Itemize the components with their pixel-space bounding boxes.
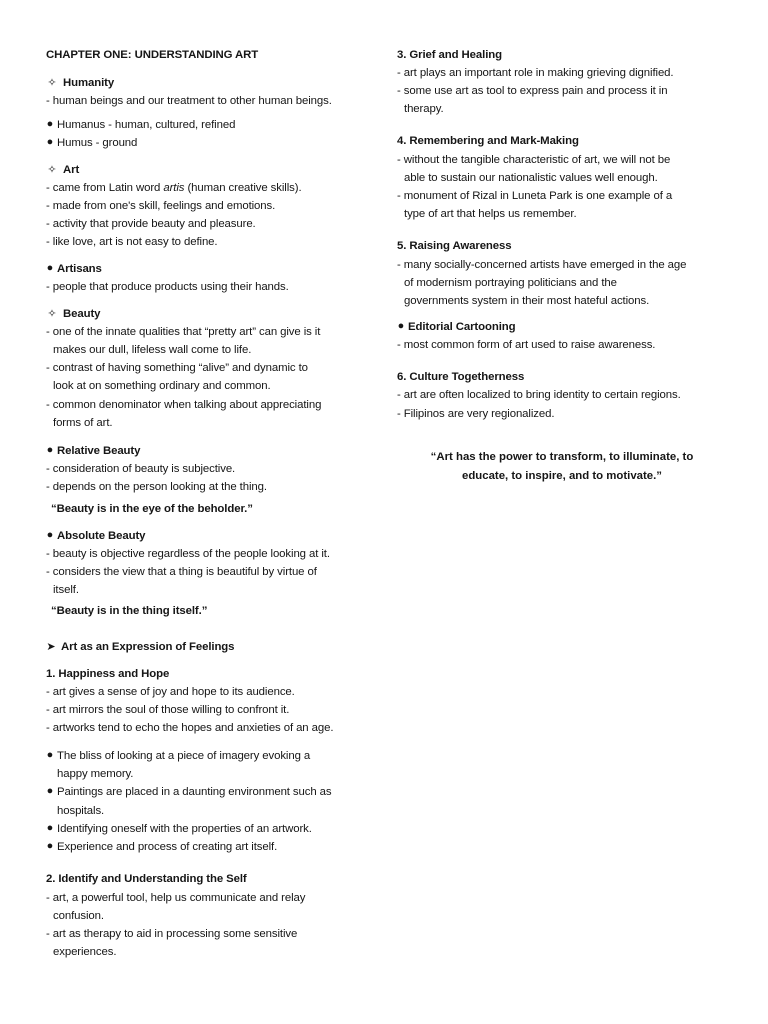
art-line-2: - made from one's skill, feelings and emotions.: [46, 200, 276, 212]
grief-heading: 3. Grief and Healing: [397, 49, 502, 61]
relative-beauty-line-1: - consideration of beauty is subjective.: [46, 463, 236, 475]
happiness-bullet-3: Identifying oneself with the properties of an artwork.: [57, 823, 312, 835]
page-title: CHAPTER ONE: UNDERSTANDING ART: [46, 49, 259, 61]
happiness-bullet-2-cont: hospitals.: [57, 805, 105, 817]
bullet-dot-icon: ●: [46, 118, 54, 130]
relative-beauty-heading: Relative Beauty: [57, 445, 141, 457]
grief-line-2: - some use art as tool to express pain and process it in: [397, 85, 668, 97]
absolute-beauty-line-3: itself.: [53, 584, 79, 596]
awareness-line-3: governments system in their most hateful actions.: [404, 295, 650, 307]
remembering-line-2: able to sustain our nationalistic values well enough.: [404, 172, 658, 184]
bullet-dot-icon: ●: [46, 840, 54, 852]
absolute-beauty-line-2: - considers the view that a thing is beautiful by virtue of: [46, 566, 317, 578]
identify-line-4: experiences.: [53, 946, 117, 958]
identify-line-2: confusion.: [53, 910, 104, 922]
happiness-bullet-1: The bliss of looking at a piece of imagery evoking a: [57, 750, 311, 762]
four-pointed-star-icon: ✧: [47, 77, 57, 89]
awareness-heading: 5. Raising Awareness: [397, 240, 512, 252]
arrowhead-icon: ➤: [46, 641, 56, 653]
humanity-bullet-1: Humanus - human, cultured, refined: [57, 119, 236, 131]
bullet-dot-icon: ●: [46, 136, 54, 148]
absolute-beauty-quote: “Beauty is in the thing itself.”: [51, 605, 208, 617]
absolute-beauty-heading: Absolute Beauty: [57, 530, 146, 542]
closing-quote-line-2: educate, to inspire, and to motivate.”: [461, 470, 662, 482]
beauty-line-1: - one of the innate qualities that “pretty art” can give is it: [46, 326, 321, 338]
remembering-line-1: - without the tangible characteristic of art, we will not be: [397, 154, 671, 166]
remembering-line-4: type of art that helps us remember.: [404, 208, 577, 220]
identify-line-3: - art as therapy to aid in processing some sensitive: [46, 928, 298, 940]
culture-line-1: - art are often localized to bring identity to certain regions.: [397, 389, 681, 401]
humanity-heading: Humanity: [63, 77, 115, 89]
editorial-cartooning-heading: Editorial Cartooning: [408, 321, 516, 333]
beauty-heading: Beauty: [63, 308, 101, 320]
happiness-bullet-1-cont: happy memory.: [57, 768, 134, 780]
beauty-line-5: - common denominator when talking about appreciating: [46, 399, 322, 411]
art-line-1-a: - came from Latin word: [46, 182, 164, 194]
identify-heading: 2. Identify and Understanding the Self: [46, 873, 247, 885]
beauty-line-3: - contrast of having something “alive” and dynamic to: [46, 362, 308, 374]
relative-beauty-quote: “Beauty is in the eye of the beholder.”: [51, 503, 253, 515]
expression-heading: Art as an Expression of Feelings: [61, 641, 235, 653]
beauty-line-4: look at on something ordinary and common.: [53, 380, 271, 392]
art-line-1-latin-word: artis: [163, 182, 185, 194]
happiness-line-1: - art gives a sense of joy and hope to its audience.: [46, 686, 295, 698]
identify-line-1: - art, a powerful tool, help us communicate and relay: [46, 892, 306, 904]
awareness-line-2: of modernism portraying politicians and the: [404, 277, 617, 289]
beauty-line-6: forms of art.: [53, 417, 113, 429]
happiness-bullet-4: Experience and process of creating art itself.: [57, 841, 278, 853]
bullet-dot-icon: ●: [46, 785, 54, 797]
four-pointed-star-icon: ✧: [47, 308, 57, 320]
remembering-heading: 4. Remembering and Mark-Making: [397, 135, 579, 147]
relative-beauty-line-2: - depends on the person looking at the thing.: [46, 481, 267, 493]
bullet-dot-icon: ●: [46, 529, 54, 541]
humanity-definition: - human beings and our treatment to other human beings.: [46, 95, 332, 107]
art-line-3: - activity that provide beauty and pleasure.: [46, 218, 256, 230]
happiness-bullet-2: Paintings are placed in a daunting environment such as: [57, 786, 332, 798]
art-line-1: [46, 181, 302, 195]
four-pointed-star-icon: ✧: [47, 164, 57, 176]
bullet-dot-icon: ●: [46, 822, 54, 834]
editorial-cartooning-line-1: - most common form of art used to raise awareness.: [397, 339, 656, 351]
bullet-dot-icon: ●: [397, 320, 405, 332]
happiness-heading: 1. Happiness and Hope: [46, 668, 170, 680]
art-line-1-c: (human creative skills).: [184, 182, 302, 194]
bullet-dot-icon: ●: [46, 262, 54, 274]
bullet-dot-icon: ●: [46, 749, 54, 761]
artisans-definition: - people that produce products using their hands.: [46, 281, 289, 293]
happiness-line-2: - art mirrors the soul of those willing to confront it.: [46, 704, 290, 716]
culture-heading: 6. Culture Togetherness: [397, 371, 525, 383]
culture-line-2: - Filipinos are very regionalized.: [397, 408, 555, 420]
absolute-beauty-line-1: - beauty is objective regardless of the people looking at it.: [46, 548, 330, 560]
happiness-line-3: - artworks tend to echo the hopes and anxieties of an age.: [46, 722, 334, 734]
remembering-line-3: - monument of Rizal in Luneta Park is one example of a: [397, 190, 673, 202]
artisans-heading: Artisans: [57, 263, 102, 275]
grief-line-3: therapy.: [404, 103, 444, 115]
grief-line-1: - art plays an important role in making grieving dignified.: [397, 67, 674, 79]
closing-quote-line-1: “Art has the power to transform, to illuminate, to: [430, 451, 694, 463]
humanity-bullet-2: Humus - ground: [57, 137, 138, 149]
art-heading: Art: [63, 164, 80, 176]
bullet-dot-icon: ●: [46, 444, 54, 456]
art-line-4: - like love, art is not easy to define.: [46, 236, 218, 248]
closing-quote: [392, 448, 732, 486]
beauty-line-2: makes our dull, lifeless wall come to life.: [53, 344, 252, 356]
awareness-line-1: - many socially-concerned artists have emerged in the age: [397, 259, 687, 271]
